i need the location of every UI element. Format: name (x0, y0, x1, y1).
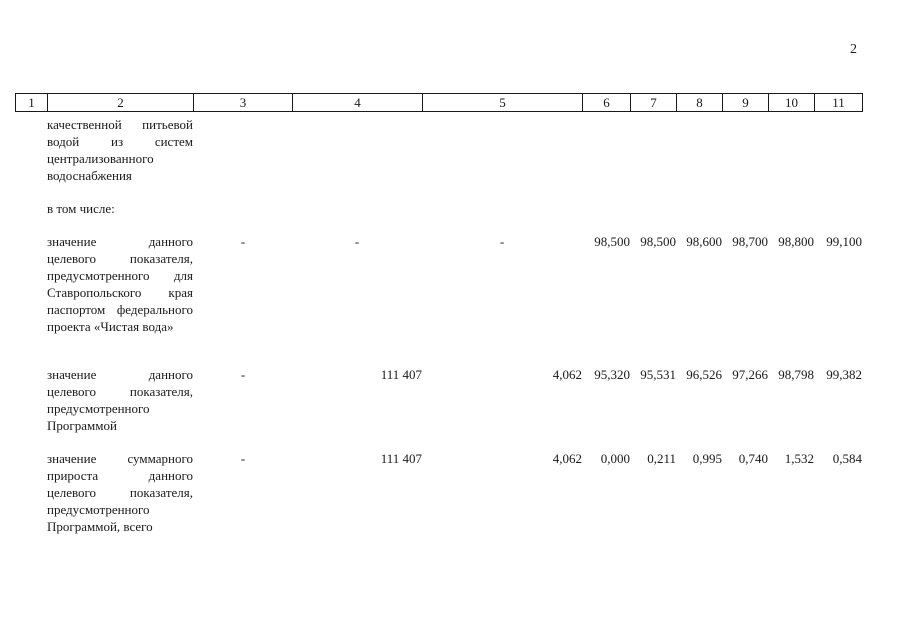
cell-col6: 98,500 (594, 234, 630, 249)
cell-col7: 98,500 (640, 234, 676, 249)
column-number-header (15, 93, 863, 112)
header-cell: 7 (631, 94, 677, 112)
cell-col3: - (240, 234, 246, 249)
cell-col6: 0,000 (600, 451, 630, 466)
cell-col9: 0,740 (738, 451, 768, 466)
cell-col3: - (240, 451, 246, 466)
cell-col11: 0,584 (832, 451, 862, 466)
header-cell: 8 (677, 94, 723, 112)
header-cell: 4 (293, 94, 423, 112)
cell-col5: - (499, 234, 505, 249)
cell-col7: 95,531 (640, 367, 676, 382)
cell-col5: 4,062 (552, 451, 582, 466)
cell-col4: 111 407 (380, 451, 422, 466)
page-number: 2 (850, 42, 857, 57)
cell-col9: 97,266 (732, 367, 768, 382)
header-cell: 11 (815, 94, 863, 112)
cell-col4: 111 407 (380, 367, 422, 382)
cell-col11: 99,100 (826, 234, 862, 249)
cell-col3: - (240, 367, 246, 382)
row-label: значение данного целевого показателя, предусмотренного Программой (47, 367, 193, 433)
cell-col10: 1,532 (784, 451, 814, 466)
header-cell: 1 (16, 94, 48, 112)
cell-col5: 4,062 (552, 367, 582, 382)
row-label: значение суммарного прироста данного целевого показателя, предусмотренного Программой, всего (47, 451, 193, 534)
header-cell: 5 (423, 94, 583, 112)
cell-col8: 98,600 (686, 234, 722, 249)
cell-col7: 0,211 (647, 451, 676, 466)
cell-col6: 95,320 (594, 367, 630, 382)
header-cell: 9 (723, 94, 769, 112)
header-cell: 2 (48, 94, 194, 112)
cell-col8: 96,526 (686, 367, 722, 382)
cell-col11: 99,382 (826, 367, 862, 382)
header-cell: 3 (194, 94, 293, 112)
row-label: значение данного целевого показателя, предусмотренного для Ставропольского края паспортом федерального проекта «Чистая вода» (47, 234, 193, 334)
header-row (16, 94, 863, 112)
continuation-label: качественной питьевой водой из систем централизованного водоснабжения (47, 117, 193, 183)
header-cell: 10 (769, 94, 815, 112)
cell-col10: 98,798 (778, 367, 814, 382)
cell-col8: 0,995 (692, 451, 722, 466)
subheading: в том числе: (47, 201, 115, 216)
cell-col4: - (354, 234, 360, 249)
header-cell: 6 (583, 94, 631, 112)
cell-col10: 98,800 (778, 234, 814, 249)
cell-col9: 98,700 (732, 234, 768, 249)
